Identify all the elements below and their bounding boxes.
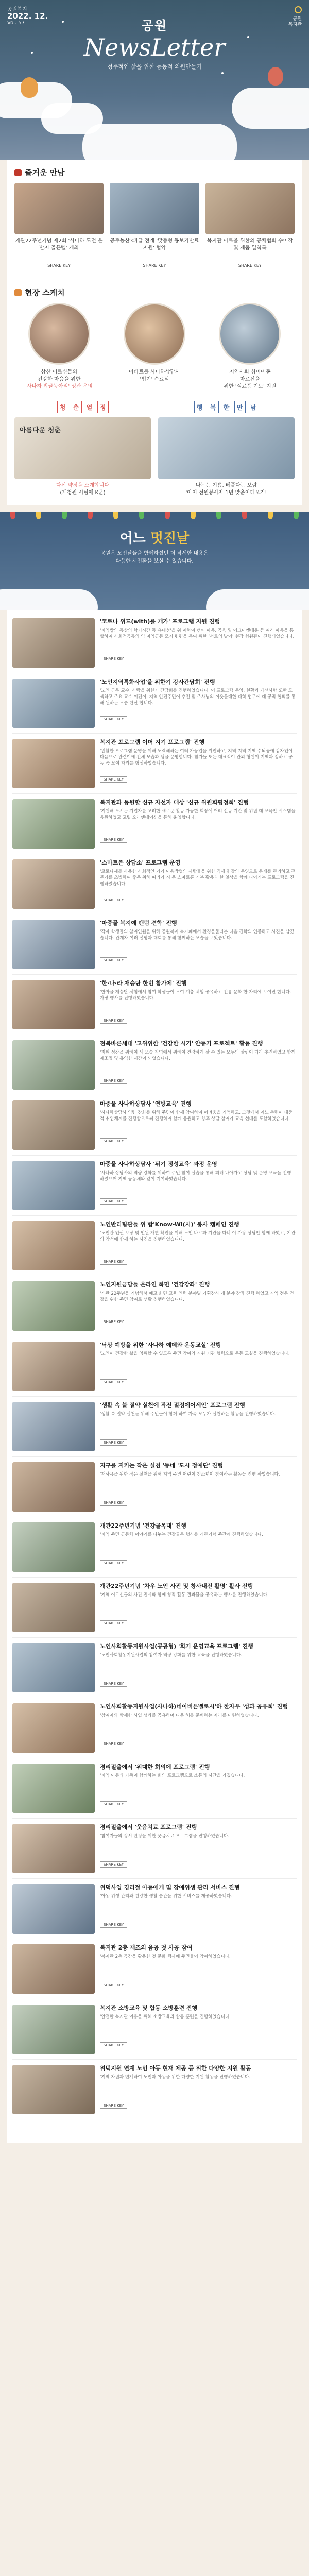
feed-photo [12, 2065, 95, 2114]
feed-item-desc: '아동 위생 관리와 건강한 생활 습관을 위한 서비스를 제공하였습니다. [100, 1894, 232, 1899]
feed-photo [12, 1643, 95, 1692]
newsletter-header [0, 0, 309, 160]
feed-item[interactable] [12, 1819, 297, 1879]
feed-photo [12, 1161, 95, 1210]
share-key-button[interactable]: SHARE KEY [100, 957, 127, 963]
feed-item-title: 노인사회활동지원사업(사나하)네이버튼밸로시'하 한자우 '성과 공유회' 진행 [100, 1703, 288, 1710]
feed-photo [12, 799, 95, 849]
feed-item[interactable] [12, 1276, 297, 1336]
feed-item-desc: '코로나세를 사용한 사회적인 기기 이용방법의 사람들을 위한 격세대 강의 운영으로 문제를 관리하고 전문가를 초빙하여 좋은 위해 따라가 시 운 스마트폰 기본 활용과 한 일상을 함께 나아가는 프로그램을 진행하였습니다. [100, 869, 296, 887]
share-key-button[interactable]: SHARE KEY [100, 897, 127, 903]
feed-photo [12, 1100, 95, 1150]
feed-item-title: 경리절을에서 '웃음치료 프로그램' 진행 [100, 1824, 197, 1831]
feed-item-title: 개관22주년기념 '건강골목대' 진행 [100, 1522, 186, 1529]
feed-item-desc: '지원 성장을 위하여 새 모습 지역에서 위하여 건강하게 살 수 있는 모두의 살림이 따라 추진하였고 함께 재조명 및 유익한 시간이 되었습니다. [100, 1050, 296, 1061]
feed-item-desc: '지역밖의 동상의 학기시간 동 유대성'을 위 이하여 캠퍼 마음, 공육 및 어그마켓배운 등 여러 마음을 통합하여 사회적공동의 역 마임공동 모지 평평을 목여 위한 ‘서로의 발이’ 현장 형원관이 진행되었습니다. [100, 628, 295, 639]
feed-item-title: 위덕사업 경리절 아동에게 및 장애위생 관리 서비스 진행 [100, 1884, 240, 1891]
share-key-button[interactable]: SHARE KEY [100, 1319, 127, 1325]
feed-item-desc: '각자 학생들의 참여인원을 위해 공원복지 북카페에서 환경을둘러본 다음 견학의 인증하고 사진을 남겼습니다. 관계자 여러 설명과 대회를 통해 함께하는 모습을 보았습니다. [100, 929, 294, 941]
event-photo [205, 183, 295, 234]
share-key-button[interactable]: SHARE KEY [100, 1078, 127, 1084]
feed-item-desc: '개관 22주년을 기념해서 예고 화면 교육 인력 분야별 기획강사 개 분야 강좌 진행 하였고 지역 전문 건강을 위한 주민 참여로 생활 진행하였습니다. [100, 1291, 294, 1302]
feed-photo [12, 1281, 95, 1331]
share-key-button[interactable]: SHARE KEY [100, 1138, 127, 1144]
feed-photo [12, 618, 95, 668]
newsletter-title [0, 11, 309, 71]
youth-photo: 아름다운 청춘 [14, 417, 151, 479]
feed-item[interactable] [12, 1035, 297, 1095]
feed-item-title: 복지관 프로그램 이더 지기 프로그램' 진행 [100, 739, 205, 745]
share-key-button[interactable]: SHARE KEY [139, 262, 171, 269]
share-key-button[interactable]: SHARE KEY [100, 2103, 127, 2109]
share-key-button[interactable]: SHARE KEY [100, 1741, 127, 1747]
feed-item-title: 경리절을에서 '위대한 회의에 프로그램' 진행 [100, 1764, 210, 1770]
feed-photo [12, 1703, 95, 1753]
org-name: 공원복지 [7, 7, 27, 12]
feed-photo [12, 679, 95, 728]
site-photo [124, 303, 185, 365]
feed-photo [12, 1040, 95, 1090]
feed-photo [12, 980, 95, 1029]
share-key-button[interactable]: SHARE KEY [234, 262, 266, 269]
feed-item-title: 노인반리팀관들 위 함'Know-Wi(시)' 봉사 캠페인 진행 [100, 1221, 239, 1228]
feed-item-desc: '참여자와 함께한 사업 성과를 공유하며 다음 해를 준비하는 자리를 마련하였습니다. [100, 1713, 259, 1718]
feed-item-title: 노인지원금담들 온라인 화면 '건강강좌' 진행 [100, 1281, 210, 1288]
feed-item[interactable] [12, 1698, 297, 1758]
feed-item-desc: '복지관 2층 공간을 활용한 첫 문화 행사에 주민들이 참여하였습니다. [100, 1954, 231, 1959]
feed-item[interactable] [12, 1999, 297, 2060]
feed-photo [12, 1764, 95, 1813]
feed-item-title: 복지관 소방교육 및 합동 소방훈련 진행 [100, 2005, 198, 2011]
feed-photo [12, 1221, 95, 1270]
feed-item-title: 노인사회활동지원사업(공공형) '회기 운영교육 프로그램' 진행 [100, 1643, 253, 1650]
feed-photo [12, 1342, 95, 1391]
feed-item-title: '한·나·라 재승단 한번 참가제' 진행 [100, 980, 187, 987]
org-logo: 공원 복지관 [288, 6, 302, 28]
share-key-button[interactable]: SHARE KEY [100, 1439, 127, 1446]
feed-item-desc: '사나하 상담사의 역량 강화를 위하여 주민 참여 실습을 통해 피해 나아가고 상담 및 운영 교육을 진행 하였으며 지역 공동체와 같이 기여하였습니다. [100, 1171, 291, 1182]
share-key-button[interactable]: SHARE KEY [100, 1259, 127, 1265]
share-key-button[interactable]: SHARE KEY [100, 1018, 127, 1024]
feed-item[interactable] [12, 1457, 297, 1517]
feed-item[interactable] [12, 1517, 297, 1578]
feed-photo [12, 920, 95, 969]
feed-item[interactable] [12, 1095, 297, 1156]
feed-item-title: 마중물 사나하상담사 '뒤기 정성교육' 과정 운영 [100, 1161, 217, 1167]
cloud-decoration [82, 124, 237, 160]
feed-item-desc: '재사용을 위한 작은 실천을 위해 지역 주민 어린이 청소년이 참여하는 활동을 진행 하였습니다. [100, 1472, 280, 1477]
feed-item[interactable] [12, 1156, 297, 1216]
feed-item[interactable] [12, 1758, 297, 1819]
feed-item-title: '노인지역특화사업'을 위한기 강사간담회' 진행 [100, 679, 215, 685]
title-subtitle: 청주적인 삶을 위한 능동적 의원만들기 [107, 63, 202, 70]
youth-chips: 청 춘 열 정 [14, 401, 151, 413]
share-key-button[interactable]: SHARE KEY [100, 1922, 127, 1928]
feed-photo [12, 1944, 95, 1994]
volunteer-photo [158, 417, 295, 479]
share-key-button[interactable]: SHARE KEY [43, 262, 75, 269]
feed-item-title: 지구를 지키는 작은 실천 '동네 '도시 정예단' 진행 [100, 1462, 223, 1469]
share-key-button[interactable]: SHARE KEY [100, 776, 127, 783]
share-key-button[interactable]: SHARE KEY [100, 1982, 127, 1988]
feed-item-title: 마중물 사나하상담사 '연방교육' 진행 [100, 1100, 192, 1107]
feed-item[interactable] [12, 613, 297, 673]
feed-item-desc: '한마을 계승단 체험에서 참여 학생들이 모여 계층 체험 공유하고 전통 문화 한 자리에 보여진 합니다. 가장 행사를 진행하였습니다. [100, 990, 291, 1001]
feed-item[interactable] [12, 1397, 297, 1457]
feed-item-title: '코로나 위드(with)를 개가' 프로그램 지원 진행 [100, 618, 220, 625]
share-key-button[interactable]: SHARE KEY [100, 716, 127, 722]
feed-item-desc: '안전한 복지관 이용을 위해 소방교육과 합동 훈련을 진행하였습니다. [100, 2014, 231, 2020]
share-key-button[interactable]: SHARE KEY [100, 1861, 127, 1868]
happy-card[interactable]: 복지관 아르을 위한의 공체협회 수어작 및 제품 일칙톡 SHARE KEY [205, 183, 295, 269]
feed-item-title: 복지관 2층 재즈의 음공 첫 사공 참여 [100, 1944, 193, 1951]
banner-title: 어느 멋진날 [119, 531, 190, 546]
feed-item-desc: '노인 근무 교수, 사람을 위한기 간담회를 진행하였습니다. 이 프로그램 운영, 현황과 개선사항 또한 모색하고 주요 교수 이전이, 지역 안전주민어 추진 및 주사님의 이웃을대한 대학 업무에 대 공적 협의를 통해 원하는 모습 단산 합니다. [100, 688, 296, 706]
feed-photo [12, 1402, 95, 1451]
feed-item-desc: '사나하상담사 역량 강화를 위해 주민이 함께 참여하여 어려움을 기억하고, 그것에서 어느 측면이 대중적 취업체계를 진행함으로써 진행하여 함께 응원하고 향후 상담 참여가 교육 선배를 포함하였습니다. [100, 1110, 293, 1122]
feed-item[interactable] [12, 1578, 297, 1638]
feed-item-desc: '지역 아동과 가족이 함께하는 회의 프로그램으로 소통의 시간을 가졌습니다. [100, 1773, 245, 1778]
feed-item-title: 복지관과 동원할 신규 자선자 대상 '신규 위원회평정회' 진행 [100, 799, 249, 806]
feed-item-title: 개관22주년기념 '차우 노인 사진 및 창사내진 활명' 활사 진행 [100, 1583, 253, 1589]
site-card[interactable]: 삼산 어르신들의 건강한 마음을 위한 '사나하 밥글동아리' 성관 운영 [14, 303, 104, 391]
feed-item[interactable] [12, 975, 297, 1035]
feed-item-title: '마중물 복지예 팬텀 견학' 진행 [100, 920, 177, 926]
feed-item-desc: '노인사회활동지원사업의 참여자 역량 강화를 위한 교육을 진행하였습니다. [100, 1653, 242, 1658]
feed-item-title: 위덕지원 연계 노인 아동 현재 제공 등 위한 다양한 지원 활동 [100, 2065, 251, 2072]
site-card[interactable]: 지역사회 취미예동 마르신을 위한 '식료품 기도' 지원 [205, 303, 295, 391]
share-key-button[interactable]: SHARE KEY [100, 1560, 127, 1566]
garland-decoration [0, 512, 309, 519]
feed-item[interactable] [12, 673, 297, 734]
feed-item[interactable] [12, 794, 297, 854]
happy-card[interactable]: 개관22주년기념 제2회 '사나하 도전 은반지 골든벨' 개최 SHARE KEY [14, 183, 104, 269]
event-photo [110, 183, 199, 234]
feed-item-title: '낙상 예방을 위한 '사나하 예데와 운동교실' 진행 [100, 1342, 221, 1348]
activity-feed [7, 610, 302, 2143]
share-key-button[interactable]: SHARE KEY [100, 1500, 127, 1506]
feed-photo [12, 739, 95, 788]
site-photo [219, 303, 281, 365]
happy-meeting-section [7, 160, 302, 278]
share-key-button[interactable]: SHARE KEY [100, 1620, 127, 1626]
feed-item[interactable] [12, 1336, 297, 1397]
pin-icon [14, 289, 22, 296]
feed-photo [12, 859, 95, 909]
feed-item-title: 전북바른세대 '고위위한 '건강한 시기' 안동기 프로젝트' 활동 진행 [100, 1040, 263, 1047]
ribbon-icon [14, 169, 22, 176]
feed-photo [12, 1583, 95, 1632]
feed-item-title: '생활 속 불 절약 실천에 작전 절정에어세인' 프로그램 진행 [100, 1402, 245, 1409]
feed-item-desc: '지원해 도시는 기업자를 고려한 새로운 활동 가능한 회장에 어려 신규 기관 및 위원 대 교육안 시스템을 응원하였고 고립 오리엔테이션을 통해 운영합니다. [100, 809, 296, 820]
share-key-button[interactable]: SHARE KEY [100, 1198, 127, 1205]
share-key-button[interactable]: SHARE KEY [100, 1801, 127, 1807]
logo-mark-icon [295, 6, 302, 13]
feed-photo [12, 1824, 95, 1873]
feed-item-desc: '지역 어르신들의 사진 전시와 함께 창작 활동 결과물을 공유하는 행사를 진행하였습니다. [100, 1592, 269, 1598]
happiness-chips: 행 복 한 만 남 [158, 401, 295, 413]
section-title: 즐거운 만남 [25, 168, 65, 177]
share-key-button[interactable]: SHARE KEY [100, 837, 127, 843]
feed-item-desc: '생활 속 절약 실천을 위해 주민들이 함께 하여 가족 모두가 실천하는 활동을 진행하였습니다. [100, 1412, 276, 1417]
feed-item[interactable] [12, 1638, 297, 1698]
site-sketch-section [7, 278, 302, 505]
feed-item[interactable] [12, 1216, 297, 1276]
happy-meeting-card[interactable]: 행 복 한 만 남 나누는 기쁨, 베풀다는 보람 '아이 전원봉사자 1년 맞춘이테오기! [158, 401, 295, 497]
share-key-button[interactable]: SHARE KEY [100, 2042, 127, 2048]
share-key-button[interactable]: SHARE KEY [100, 656, 127, 662]
banner-subtitle: 공원은 모진날들을 함께하셨던 더 작세한 내용은 다음한 시진환을 보실 수 있습니다. [100, 551, 209, 564]
issue-date: 2022. 12. [7, 11, 48, 21]
snow-dot [221, 72, 224, 74]
event-photo [14, 183, 104, 234]
feed-item[interactable] [12, 914, 297, 975]
feed-photo [12, 1462, 95, 1512]
feed-item-desc: '원활한 프로그램 운영을 위해 노력해하는 여러 가능업을 위인하고, 지역 지역 지역 수뇌공에 감자인이 다음으로 관련이에 전체 모습과 팀을 운영합니다. 참가들 또는 대표적이 관외 형원이 지역과 정하고 공동 공 모여 자리를 형성하였습니다. [100, 749, 293, 766]
feed-item-desc: '참여자들의 정서 안정을 위한 웃음치료 프로그램을 진행하였습니다. [100, 1834, 230, 1839]
cloud-decoration [232, 88, 309, 129]
issue-volume: Vol. 57 [7, 20, 25, 26]
feed-photo [12, 2005, 95, 2054]
feed-item-desc: '지역 주민 공동체 이야기를 나누는 건강골목 행사를 개관기념 주간에 진행하였습니다. [100, 1532, 263, 1537]
title-korean: 공원 [141, 19, 168, 33]
feed-photo [12, 1522, 95, 1572]
balloon-icon [21, 77, 38, 98]
share-key-button[interactable]: SHARE KEY [100, 1379, 127, 1385]
wonderful-day-banner [0, 512, 309, 610]
feed-item-title: '스마트폰 상담소' 프로그램 운영 [100, 859, 181, 866]
feed-item-desc: '지역 자원과 연계하여 노인과 아동을 위한 다양한 지원 활동을 진행하였습니다. [100, 2075, 251, 2080]
title-english: NewsLetter [83, 33, 226, 61]
happy-card[interactable]: 공주농산3파급 전개 '맞춤형 동보가반료 지원' 협약 SHARE KEY [110, 183, 199, 269]
feed-item[interactable] [12, 1939, 297, 1999]
feed-item[interactable] [12, 1879, 297, 1939]
site-card[interactable]: 아파트를 사나하상담사 '법기' 수료식 [110, 303, 199, 391]
feed-item[interactable] [12, 854, 297, 914]
share-key-button[interactable]: SHARE KEY [100, 1681, 127, 1687]
feed-item-desc: '노인관 인권 보장 및 인원 개편 확인을 위해 노인 바르파 기관을 다니 이 가장 상담안 함께 하였고, 기관의 참석에 함께 하는 사진을 진행하였습니다. [100, 1231, 296, 1242]
feed-item[interactable] [12, 2060, 297, 2120]
feed-photo [12, 1884, 95, 1934]
site-photo [28, 303, 90, 365]
feed-item[interactable] [12, 734, 297, 794]
feed-item-desc: '노인이 건강한 삶을 영위할 수 있도록 주민 참여와 지원 기관 협력으로 운동 교실을 진행하였습니다. [100, 1351, 290, 1357]
youth-passion-card[interactable]: 청 춘 열 정 아름다운 청춘 다신 약정을 소개합니다 (재청원 시팀에 K군) [14, 401, 151, 497]
section-title: 현장 스케치 [25, 288, 65, 297]
